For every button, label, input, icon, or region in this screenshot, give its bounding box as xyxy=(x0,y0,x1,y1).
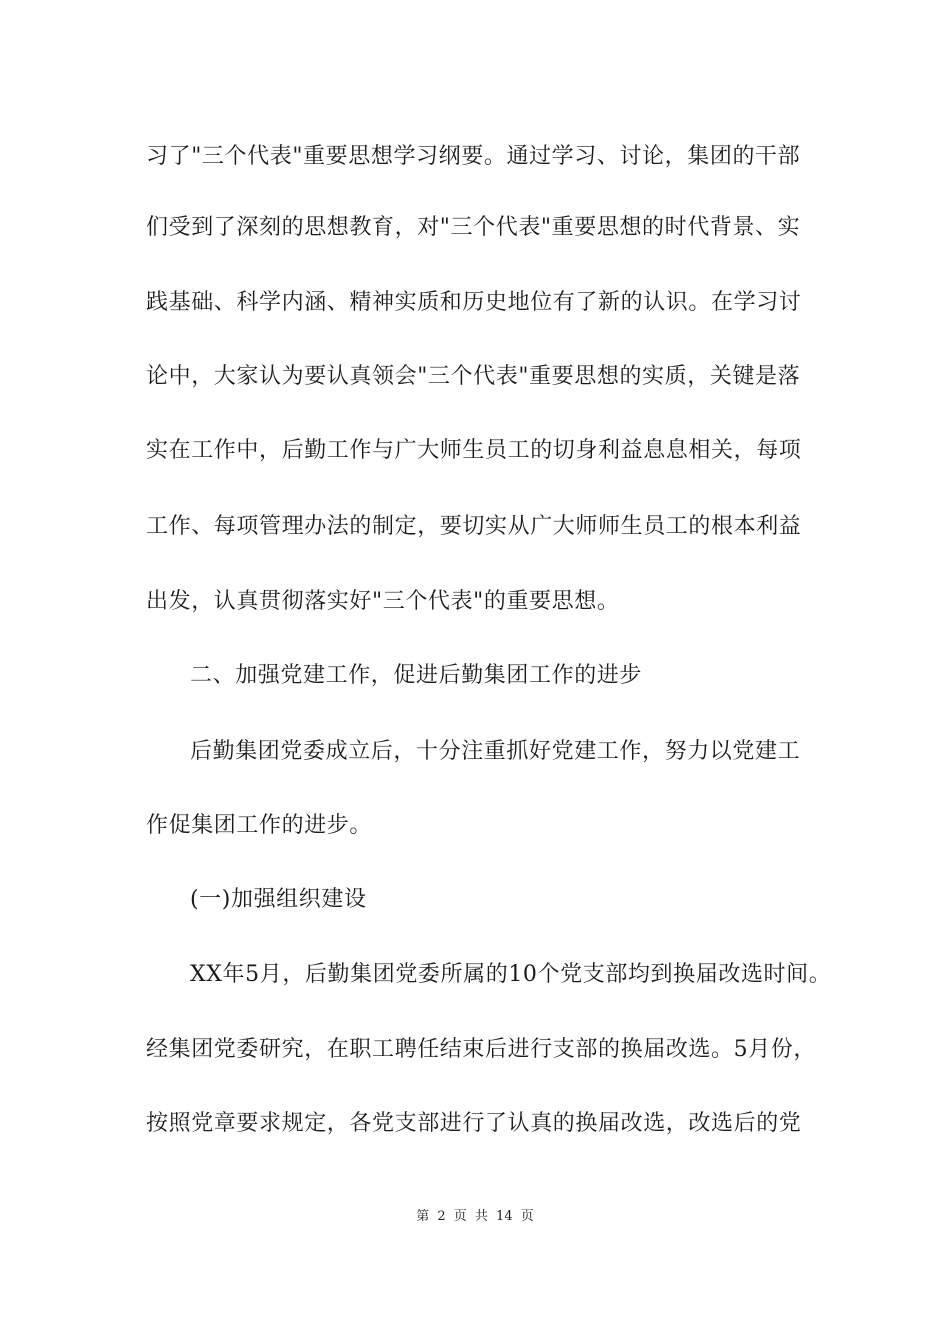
body-text-line: 经集团党委研究，在职工聘任结束后进行支部的换届改选。5月份， xyxy=(146,1037,816,1062)
body-text-line: 实在工作中，后勤工作与广大师生员工的切身利益息息相关，每项 xyxy=(146,438,802,463)
subsection-heading: (一)加强组织建设 xyxy=(190,887,367,912)
body-text-line: 论中，大家认为要认真领会"三个代表"重要思想的实质，关键是落 xyxy=(146,364,801,389)
page-number-footer: 第 2 页 共 14 页 xyxy=(416,1209,534,1224)
body-text-line: 按照党章要求规定，各党支部进行了认真的换届改选，改选后的党 xyxy=(146,1111,802,1136)
body-text-line: 作促集团工作的进步。 xyxy=(146,813,373,838)
body-text-line: 们受到了深刻的思想教育，对"三个代表"重要思想的时代背景、实 xyxy=(146,215,801,240)
body-text-line: 工作、每项管理办法的制定，要切实从广大师师生员工的根本利益 xyxy=(146,514,802,539)
body-text-line: 践基础、科学内涵、精神实质和历史地位有了新的认识。在学习讨 xyxy=(146,290,802,315)
section-heading: 二、加强党建工作，促进后勤集团工作的进步 xyxy=(190,663,643,688)
body-text-line: 习了"三个代表"重要思想学习纲要。通过学习、讨论，集团的干部 xyxy=(146,144,801,169)
body-text-line: 出发，认真贯彻落实好"三个代表"的重要思想。 xyxy=(146,589,620,614)
body-text-line: 后勤集团党委成立后，十分注重抓好党建工作，努力以党建工 xyxy=(190,739,801,764)
body-text-line: XX年5月，后勤集团党委所属的10个党支部均到换届改选时间。 xyxy=(190,962,832,987)
